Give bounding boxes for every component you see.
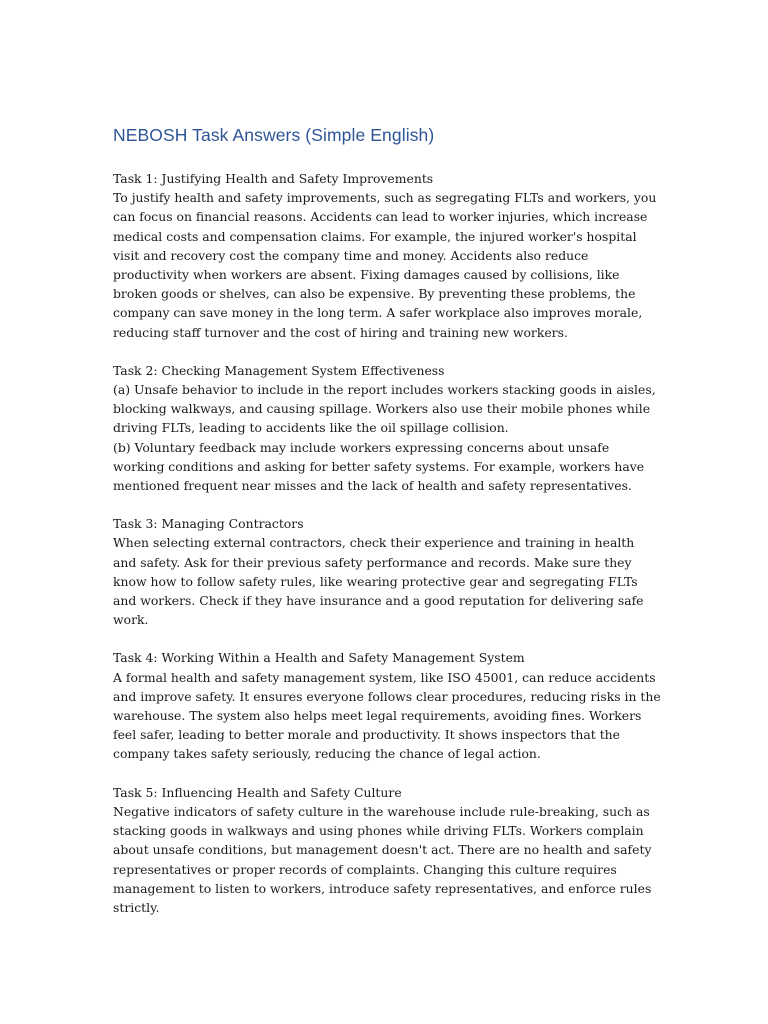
task-3-section (113, 514, 661, 629)
task-paragraph: (b) Voluntary feedback may include workers expressing concerns about unsafe working conditions and asking for better safety systems. For example, workers have mentioned frequent near misses and the lack of health and safety representatives. (113, 439, 645, 494)
task-heading: Task 2: Checking Management System Effectiveness (113, 362, 445, 378)
task-heading: Task 5: Influencing Health and Safety Culture (113, 784, 402, 800)
task-heading: Task 3: Managing Contractors (113, 516, 304, 532)
task-paragraph: A formal health and safety management system, like ISO 45001, can reduce accidents and improve safety. It ensures everyone follows clear procedures, reducing risks in the warehouse. The system also helps meet legal requirements, avoiding fines. Workers feel safer, leading to better morale and productivity. It shows inspectors that the company takes safety seriously, reducing the chance of legal action. (113, 669, 661, 762)
task-1-section (113, 169, 661, 342)
task-2-section (113, 361, 661, 495)
task-paragraph: (a) Unsafe behavior to include in the report includes workers stacking goods in aisles, blocking walkways, and causing spillage. Workers also use their mobile phones while driving FLTs, leading to accidents like the oil spillage collision. (113, 382, 656, 436)
task-heading: Task 1: Justifying Health and Safety Improvements (113, 171, 434, 186)
task-paragraph: To justify health and safety improvements, such as segregating FLTs and workers, you can focus on financial reasons. Accidents can lead to worker injuries, which increase medical costs and compensation claims. For example, the injured worker's hospital visit and recovery cost the company time and money. Accidents also reduce productivity when workers are absent. Fixing damages caused by collisions, like broken goods or shelves, can also be expensive. By preventing these problems, the company can save money in the long term. A safer workplace also improves morale, reducing staff turnover and the cost of hiring and training new workers. (113, 190, 657, 340)
task-heading: Task 4: Working Within a Health and Safety Management System (113, 650, 525, 666)
task-4-section (113, 648, 661, 763)
document-body (113, 124, 661, 936)
document-title: NEBOSH Task Answers (Simple English) (113, 125, 435, 145)
task-paragraph: Negative indicators of safety culture in the warehouse include rule-breaking, such as stacking goods in walkways and using phones while driving FLTs. Workers complain about unsafe conditions, but management doesn't act. There are no health and safety representatives or proper records of complaints. Changing this culture requires management to listen to workers, introduce safety representatives, and enforce rules strictly. (113, 803, 652, 915)
task-paragraph: When selecting external contractors, check their experience and training in health and safety. Ask for their previous safety performance and records. Make sure they know how to follow safety rules, like wearing protective gear and segregating FLTs and workers. Check if they have insurance and a good reputation for delivering safe work. (113, 535, 644, 628)
task-5-section (113, 783, 661, 917)
